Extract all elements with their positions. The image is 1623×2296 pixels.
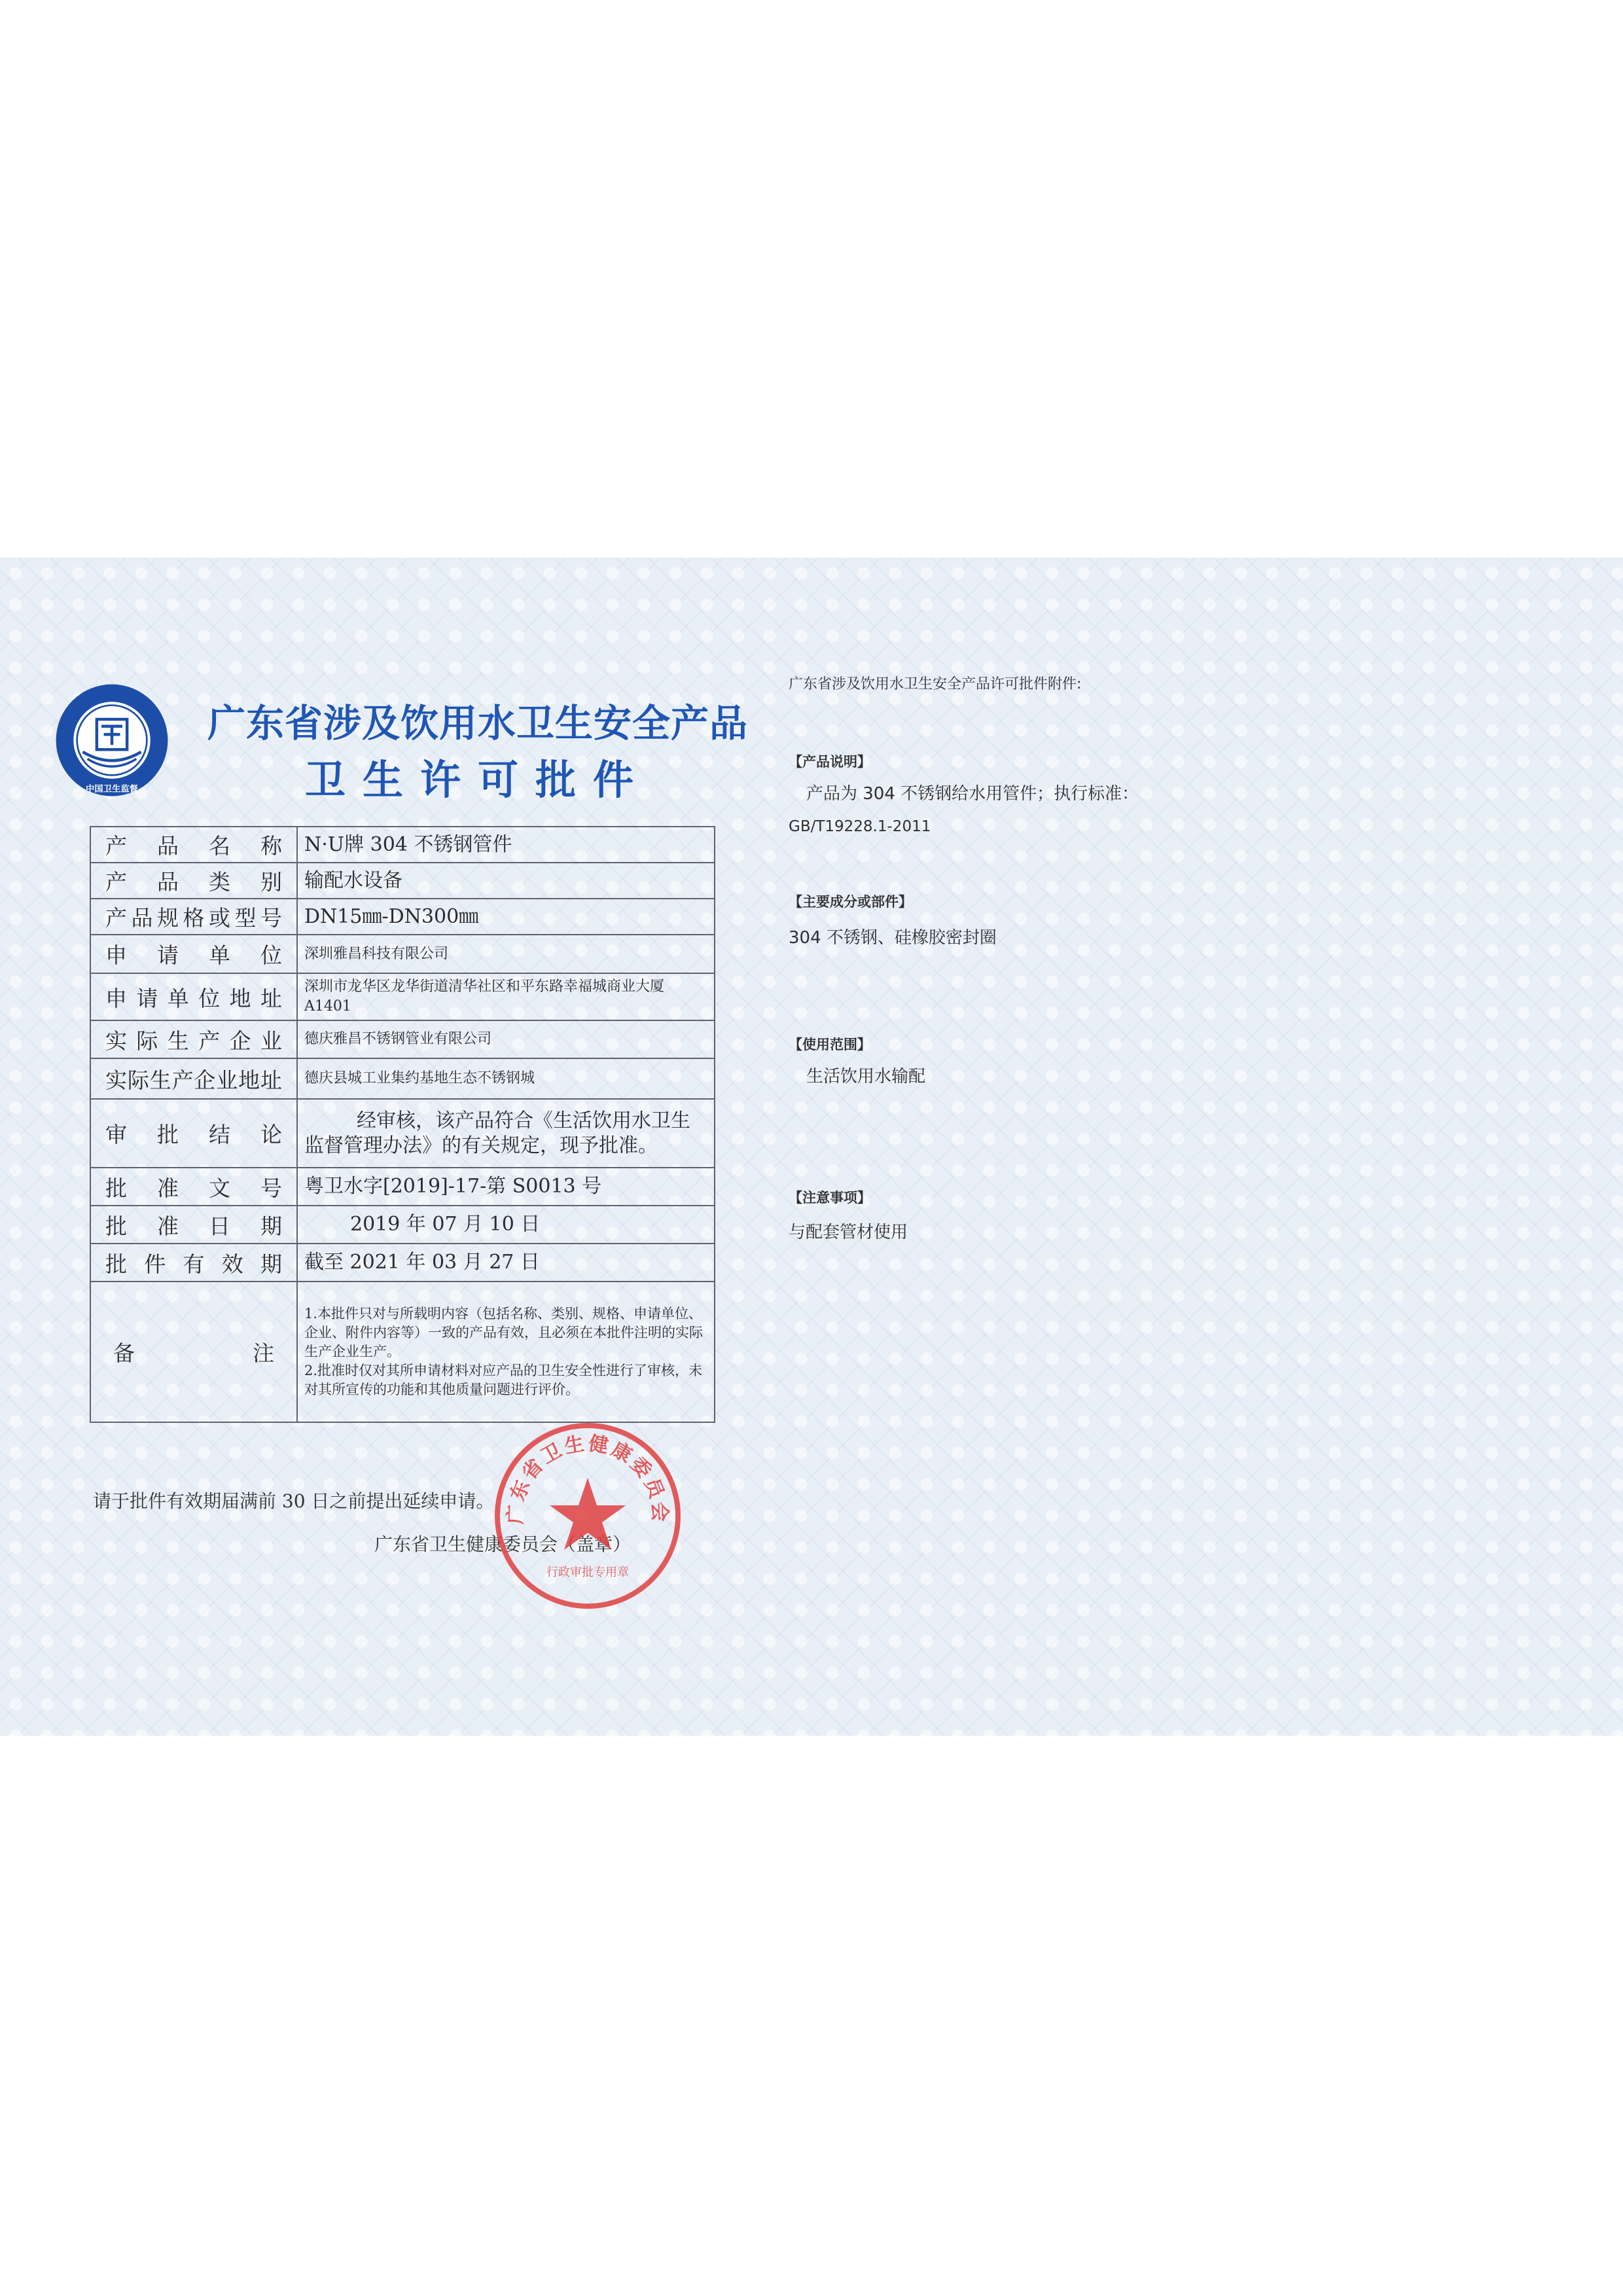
approval-no-label: 批准文号 [90, 1168, 297, 1206]
seal-subtext: 行政审批专用章 [546, 1566, 629, 1579]
spec-model-label: 产品规格或型号 [90, 899, 297, 935]
official-seal-icon [490, 1418, 686, 1614]
table-row [90, 827, 715, 863]
validity-label: 批件有效期 [90, 1244, 297, 1282]
product-name-value: N·U牌 304 不锈钢管件 [297, 827, 715, 863]
table-row [90, 1020, 715, 1058]
section-notice-title: 【注意事项】 [789, 1190, 871, 1206]
table-row [90, 899, 715, 935]
table-row [90, 1099, 715, 1168]
permit-table [90, 826, 715, 1423]
table-row [90, 1058, 715, 1099]
applicant-label: 申请单位 [90, 935, 297, 973]
applicant-address-label: 申请单位地址 [90, 973, 297, 1020]
manufacturer-label: 实际生产企业 [90, 1020, 297, 1058]
table-row [90, 1244, 715, 1282]
spec-model-value: DN15㎜-DN300㎜ [297, 899, 715, 935]
product-name-label: 产品名称 [90, 827, 297, 863]
approval-date-label: 批准日期 [90, 1206, 297, 1244]
table-row [90, 863, 715, 899]
conclusion-label: 审批结论 [90, 1099, 297, 1168]
renewal-note: 请于批件有效期届满前 30 日之前提出延续申请。 [93, 1490, 495, 1512]
section-usage-text: 生活饮用水输配 [806, 1067, 926, 1086]
remarks-label-b: 注 [253, 1340, 274, 1366]
manufacturer-address-value: 德庆县城工业集约基地生态不锈钢城 [297, 1058, 715, 1099]
attachment-heading: 广东省涉及饮用水卫生安全产品许可批件附件: [789, 676, 1082, 692]
health-inspection-emblem-icon [54, 682, 170, 798]
product-category-value: 输配水设备 [297, 863, 715, 899]
section-product-description-title: 【产品说明】 [789, 754, 871, 770]
table-row [90, 935, 715, 973]
table-row [90, 1206, 715, 1244]
approval-date-value: 2019 年 07 月 10 日 [297, 1206, 715, 1244]
issuer: 广东省卫生健康委员会（盖章） [374, 1534, 632, 1555]
section-usage-title: 【使用范围】 [789, 1037, 871, 1052]
applicant-address-value: 深圳市龙华区龙华街道清华社区和平东路幸福城商业大厦 A1401 [297, 973, 715, 1020]
emblem-label: 中国卫生监督 [85, 784, 139, 795]
title-line-2: 卫生许可批件 [304, 756, 651, 804]
manufacturer-address-label: 实际生产企业地址 [90, 1058, 297, 1099]
approval-no-value: 粤卫水字[2019]-17-第 S0013 号 [297, 1168, 715, 1206]
remarks-note-2: 2.批准时仅对其所申请材料对应产品的卫生安全性进行了审核，未对其所宣传的功能和其他质量问题进行评价。 [304, 1363, 703, 1397]
section-notice-text: 与配套管材使用 [789, 1223, 908, 1242]
table-row [90, 973, 715, 1020]
section-product-description-line1: 产品为 304 不锈钢给水用管件；执行标准： [806, 784, 1139, 804]
applicant-value: 深圳雅昌科技有限公司 [297, 935, 715, 973]
conclusion-value: 经审核，该产品符合《生活饮用水卫生监督管理办法》的有关规定，现予批准。 [297, 1099, 715, 1168]
remarks-note-1: 1.本批件只对与所载明内容（包括名称、类别、规格、申请单位、企业、附件内容等）一致的产品有效，且必须在本批件注明的实际生产企业生产。 [304, 1306, 703, 1359]
title-line-1: 广东省涉及饮用水卫生安全产品 [207, 701, 748, 745]
section-components-title: 【主要成分或部件】 [789, 894, 912, 910]
table-row [90, 1282, 715, 1422]
product-category-label: 产品类别 [90, 863, 297, 899]
remarks-label-a: 备 [113, 1340, 135, 1366]
remarks-label [90, 1282, 297, 1422]
validity-value: 截至 2021 年 03 月 27 日 [297, 1244, 715, 1282]
section-product-description-line2: GB/T19228.1-2011 [789, 818, 931, 835]
table-row [90, 1168, 715, 1206]
manufacturer-value: 德庆雅昌不锈钢管业有限公司 [297, 1020, 715, 1058]
section-components-text: 304 不锈钢、硅橡胶密封圈 [789, 928, 997, 948]
remarks-value [297, 1282, 715, 1422]
seal-text: 广东省卫生健康委员会 [504, 1431, 671, 1525]
